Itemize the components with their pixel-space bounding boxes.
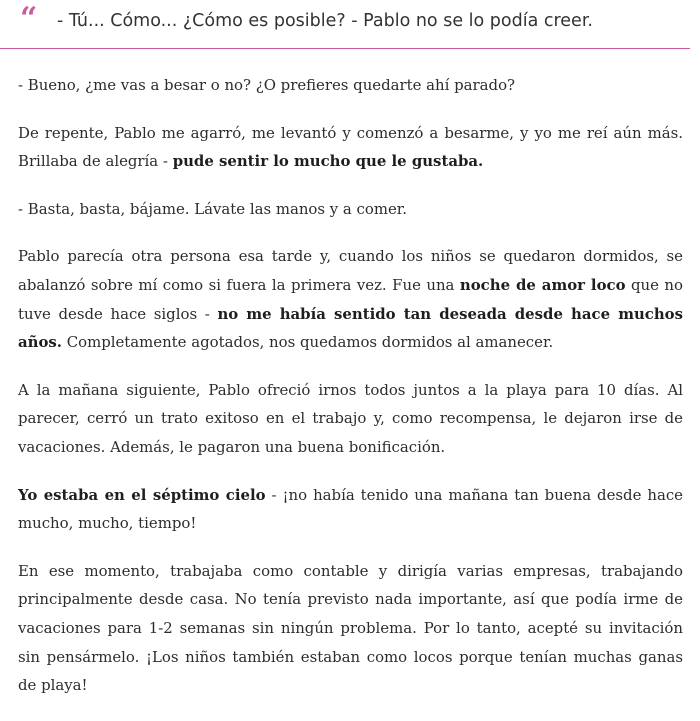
paragraph xyxy=(18,481,683,538)
emphasis-text: noche de amor loco xyxy=(459,275,626,294)
paragraph-text: - Basta, basta, bájame. Lávate las manos y a comer. xyxy=(18,199,407,218)
paragraph xyxy=(18,71,683,100)
quote-text: - Tú... Cómo... ¿Cómo es posible? - Pablo no se lo podía creer. xyxy=(57,11,593,31)
paragraph xyxy=(18,376,683,462)
paragraph xyxy=(18,119,683,176)
pull-quote xyxy=(0,0,690,49)
paragraph xyxy=(18,557,683,700)
paragraph xyxy=(18,242,683,356)
paragraph-text: A la mañana siguiente, Pablo ofreció irnos todos juntos a la playa para 10 días. Al parecer, cerró un trato exitoso en el trabajo y, como recompensa, le dejaron irse de vacaciones. Además, le pagaron una buena bonificación. xyxy=(18,380,683,456)
quote-mark-icon: “ xyxy=(20,1,36,36)
paragraph xyxy=(18,195,683,224)
paragraph-text: - Bueno, ¿me vas a besar o no? ¿O prefieres quedarte ahí parado? xyxy=(18,76,516,94)
paragraph-text: Pablo parecía otra persona esa tarde y, cuando los niños se quedaron dormidos, se abalanzó sobre mí como si fuera la primera vez. Fue una xyxy=(18,247,683,294)
article-body xyxy=(18,71,683,719)
paragraph-text: que no tuve desde hace siglos - xyxy=(18,275,683,323)
paragraph-text: En ese momento, trabajaba como contable y dirigía varias empresas, trabajando principalmente desde casa. No tenía previsto nada importante, así que podía irme de vacaciones para 1-2 semanas sin ningún problema. Por lo tanto, acepté su invitación sin pensármelo. ¡Los niños también estaban como locos porque tenían muchas ganas de playa! xyxy=(18,561,683,695)
emphasis-text: Yo estaba en el séptimo cielo xyxy=(18,485,266,504)
paragraph-text: Completamente agotados, nos quedamos dormidos al amanecer. xyxy=(61,333,554,352)
paragraph-text: - ¡no había tenido una mañana tan buena desde hace mucho, mucho, tiempo! xyxy=(18,485,683,533)
emphasis-text: no me había sentido tan deseada desde hace muchos años. xyxy=(18,304,683,352)
paragraph-text: De repente, Pablo me agarró, me levantó y comenzó a besarme, y yo me reí aún más. Brillaba de alegría - xyxy=(18,123,683,171)
emphasis-text: pude sentir lo mucho que le gustaba. xyxy=(172,152,484,171)
